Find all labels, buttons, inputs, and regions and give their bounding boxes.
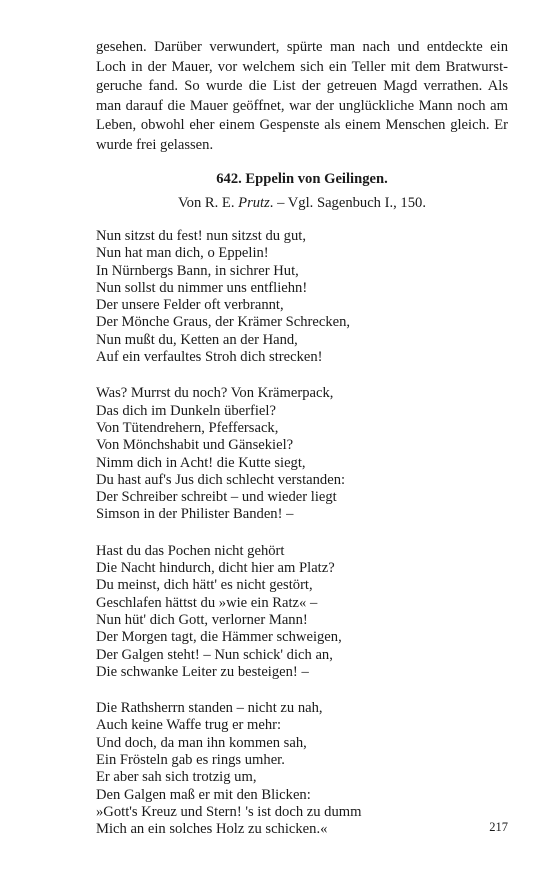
verse-line: »Gott's Kreuz und Stern! 's ist doch zu dumm xyxy=(96,803,362,820)
verse-line: Nun hüt' dich Gott, verlorner Mann! xyxy=(96,611,308,628)
verse-line: Der Galgen steht! – Nun schick' dich an, xyxy=(96,646,333,663)
verse-line: Der unsere Felder oft verbrannt, xyxy=(96,297,284,314)
section-heading: 642. Eppelin von Geilingen. xyxy=(216,171,388,187)
stanza xyxy=(96,543,508,681)
verse-line: Das dich im Dunkeln überfiel? xyxy=(96,402,276,419)
prose-line: Loch in der Mauer, vor welchem sich ein Teller mit dem Bratwurst- xyxy=(96,58,508,75)
prose-paragraph xyxy=(96,38,508,156)
source-prefix: Von R. E. xyxy=(178,195,239,211)
verse-line: Auf ein verfaultes Stroh dich strecken! xyxy=(96,349,323,366)
verse-line: Hast du das Pochen nicht gehört xyxy=(96,542,285,559)
verse-line: In Nürnbergs Bann, in sichrer Hut, xyxy=(96,262,299,279)
verse-line: Nimm dich in Acht! die Kutte siegt, xyxy=(96,454,306,471)
verse-line: Er aber sah sich trotzig um, xyxy=(96,769,257,786)
verse-line: Nun hat man dich, o Eppelin! xyxy=(96,245,269,262)
verse-line: Die Rathsherrn standen – nicht zu nah, xyxy=(96,700,323,717)
stanza xyxy=(96,228,508,366)
prose-line: am Leben, obwohl eher einem Gespenste als einem Menschen xyxy=(96,97,508,134)
verse-line: Nun mußt du, Ketten an der Hand, xyxy=(96,331,298,348)
verse-line: Der Mönche Graus, der Krämer Schrecken, xyxy=(96,314,351,331)
verse-line: Geschlafen hättst du »wie ein Ratz« – xyxy=(96,594,318,611)
verse-line: Der Morgen tagt, die Hämmer schweigen, xyxy=(96,629,342,646)
verse-line: Von Tütendrehern, Pfeffersack, xyxy=(96,419,279,436)
verse-line: Mich an ein solches Holz zu schicken.« xyxy=(96,821,328,838)
verse-line: Der Schreiber schreibt – und wieder liegt xyxy=(96,489,337,506)
verse-line: Die Nacht hindurch, dicht hier am Platz? xyxy=(96,560,335,577)
prose-line: gleich. Er wurde frei gelassen. xyxy=(96,117,508,153)
verse-line: Den Galgen maß er mit den Blicken: xyxy=(96,786,311,803)
prose-line: geruche fand. So wurde die List der getreuen Magd verrathen. Als xyxy=(96,78,508,95)
source-line xyxy=(96,194,508,213)
stanza xyxy=(96,385,508,523)
verse-line: Nun sitzst du fest! nun sitzst du gut, xyxy=(96,228,306,244)
verse-line: Nun sollst du nimmer uns entfliehn! xyxy=(96,279,308,296)
page-number: 217 xyxy=(489,820,508,834)
prose-line: gesehen. Darüber verwundert, spürte man nach und entdeckte ein xyxy=(96,39,508,55)
verse-line: Ein Frösteln gab es rings umher. xyxy=(96,752,285,769)
poem xyxy=(96,228,508,858)
source-author: Prutz xyxy=(238,195,270,211)
verse-line: Was? Murrst du noch? Von Krämerpack, xyxy=(96,385,334,402)
verse-line: Simson in der Philister Banden! – xyxy=(96,506,294,523)
verse-line: Du hast auf's Jus dich schlecht verstanden: xyxy=(96,471,346,488)
verse-line: Von Mönchshabit und Gänsekiel? xyxy=(96,437,294,454)
prose-line: man darauf die Mauer geöffnet, war der unglückliche Mann noch xyxy=(96,97,491,114)
verse-line: Die schwanke Leiter zu besteigen! – xyxy=(96,663,309,680)
stanza xyxy=(96,700,508,838)
source-suffix: . – Vgl. Sagenbuch I., 150. xyxy=(269,195,426,211)
verse-line: Und doch, da man ihn kommen sah, xyxy=(96,734,307,751)
verse-line: Auch keine Waffe trug er mehr: xyxy=(96,717,282,734)
verse-line: Du meinst, dich hätt' es nicht gestört, xyxy=(96,577,313,594)
